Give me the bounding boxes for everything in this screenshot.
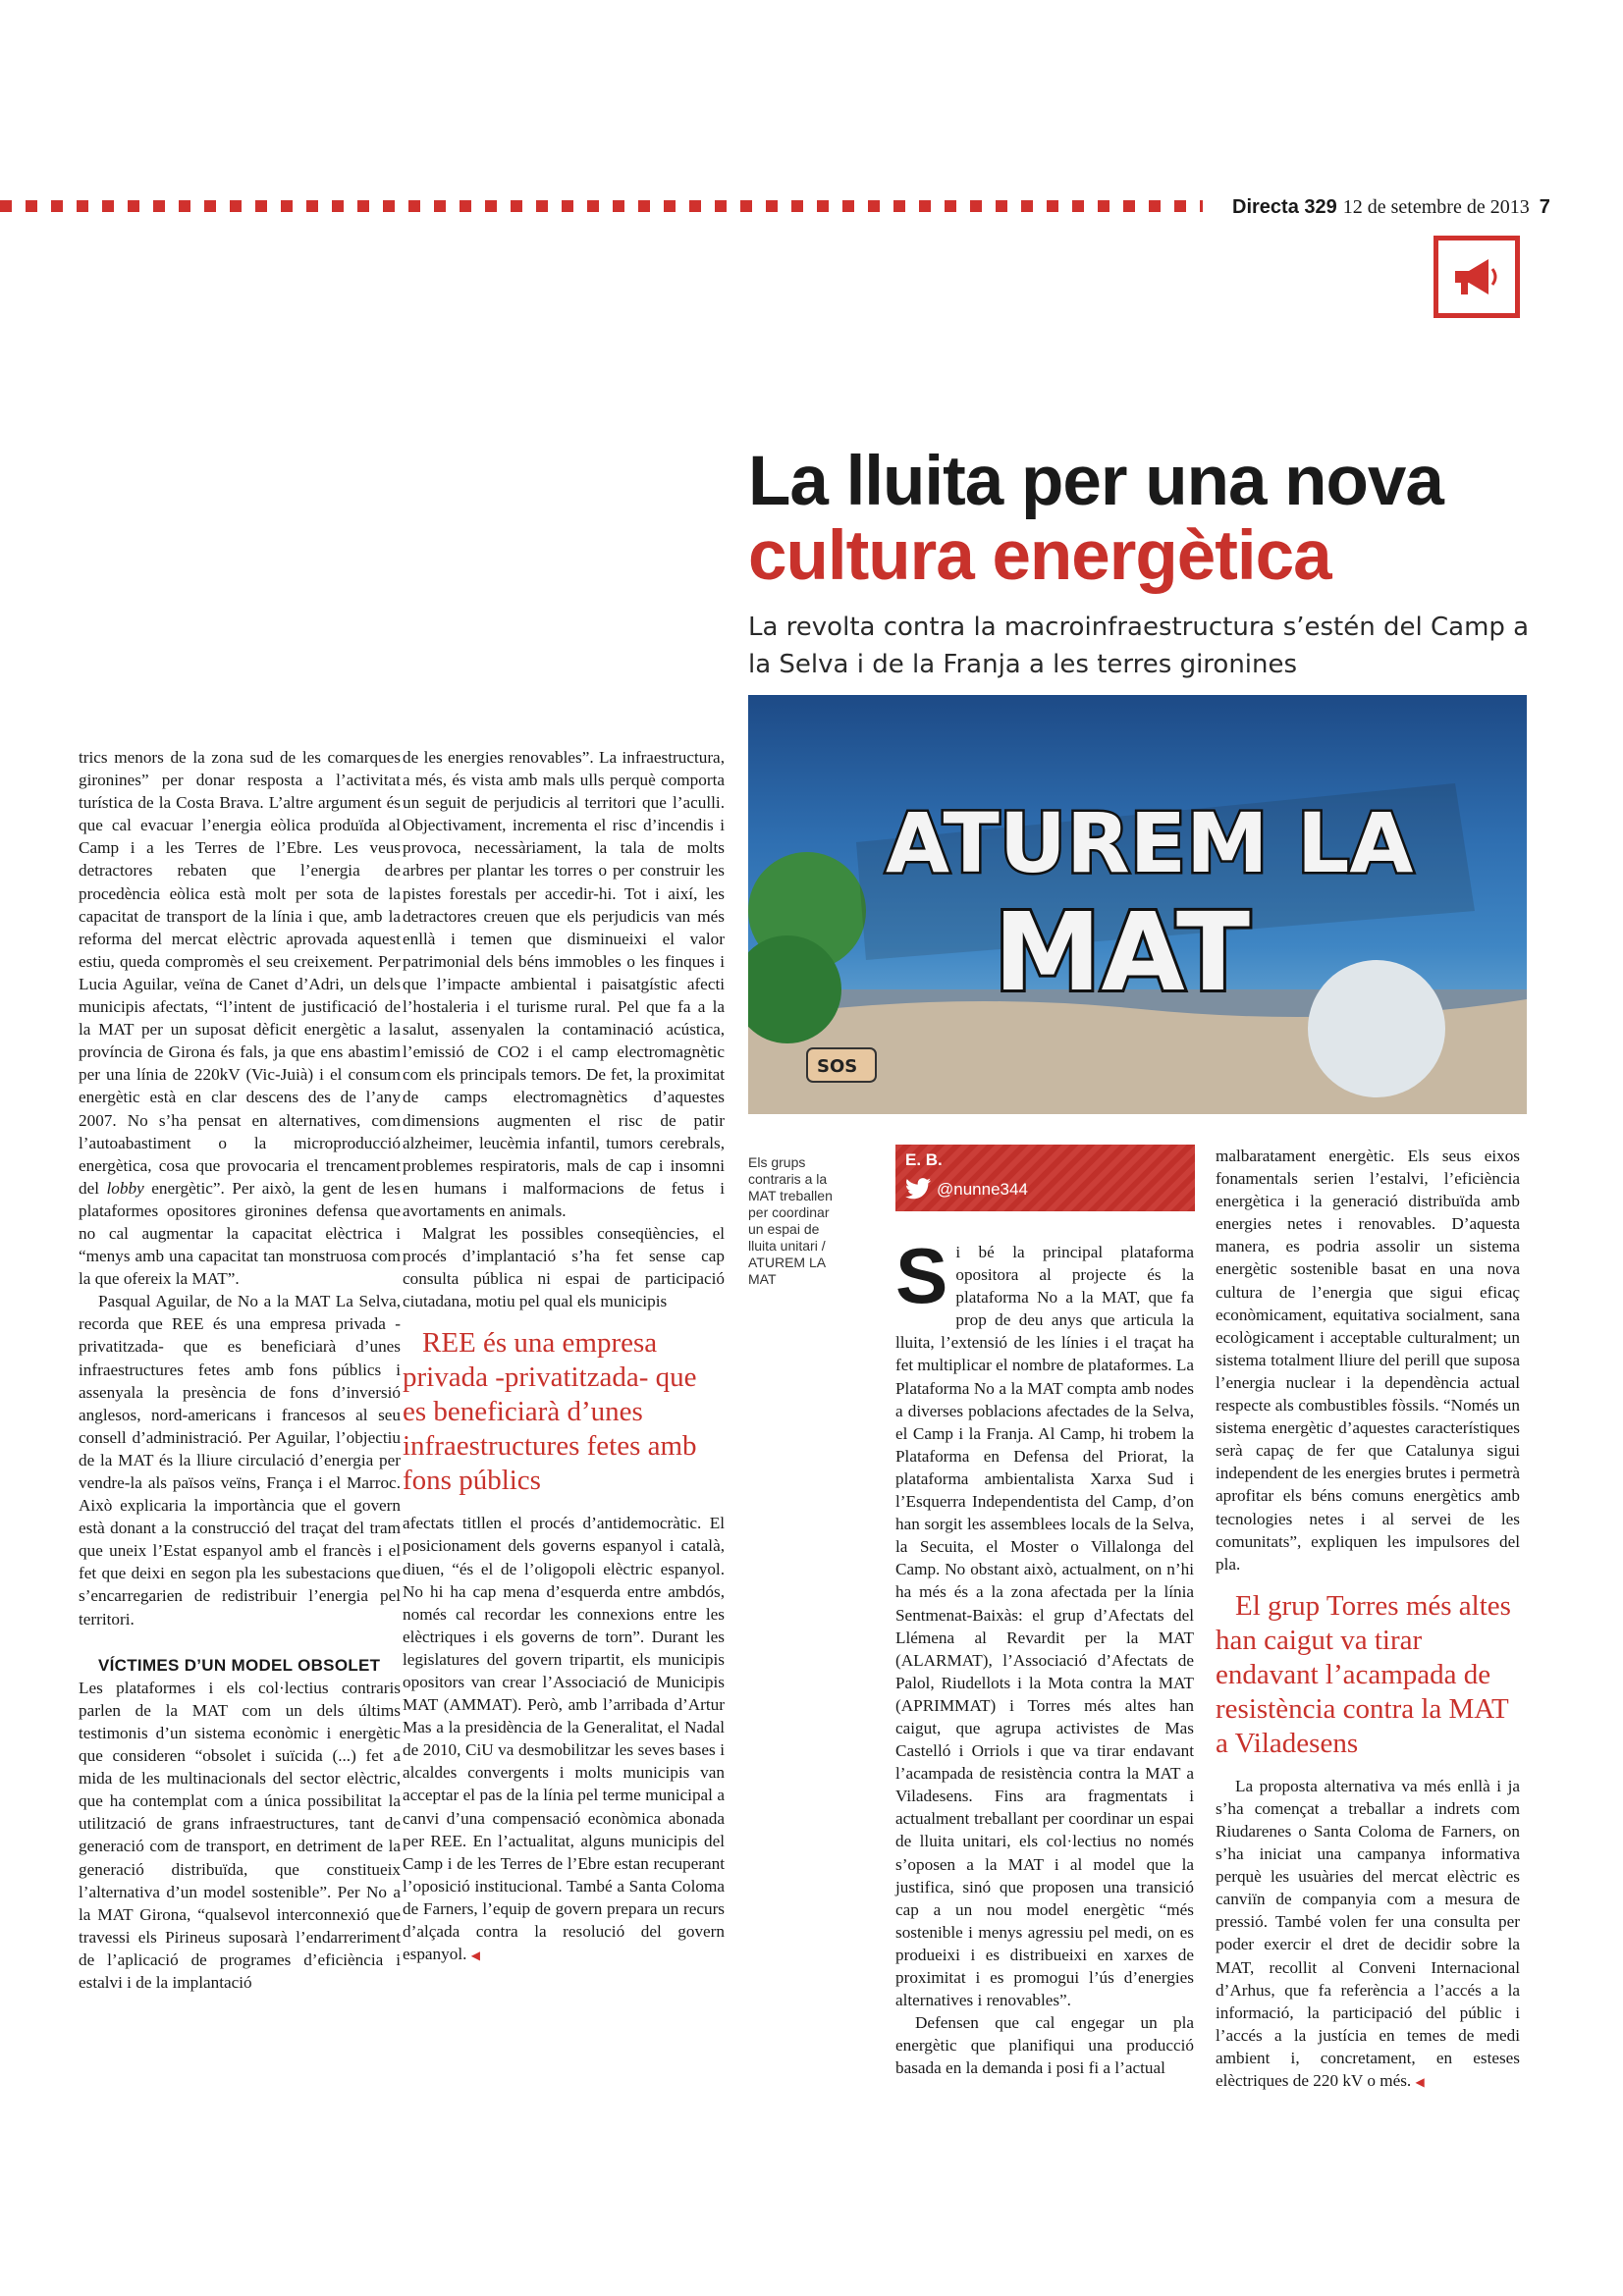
paragraph: Pasqual Aguilar, de No a la MAT La Selva, recorda que REE és una empresa privada -privatitzada- que es beneficiarà d’unes infraestructures fetes amb fons públics i assenyala la presència de fons d’inversió anglesos, nord-americans i francesos al seu consell d’administració. Per Aguilar, l’objectiu de la MAT és la lliure circulació d’energia per vendre-la als països veïns, França i el Marroc. Això explicaria la importància que el govern està donant a la construcció del traçat del tram que uneix l’Estat espanyol amb el francès i el fet que deixi en segon pla les subestacions que s’encarregarien de redistribuir l’energia pel territori. — [79, 1292, 401, 1629]
column-1 — [79, 746, 401, 1994]
article-subhead: La revolta contra la macroinfraestructura s’estén del Camp a la Selva i de la Franja a les terres gironines — [748, 613, 1530, 679]
issue-date: 12 de setembre de 2013 — [1342, 196, 1530, 218]
pull-quote: REE és una empresa privada -privatitzada- que es beneficiarà d’unes infraestructures fetes amb fons públics — [403, 1327, 697, 1497]
paragraph: Si bé la principal plataforma opositora al projecte és la plataforma No a la MAT, que fa prop de deu anys que articula la lluita, l’extensió de les línies i el traçat ha fet multiplicar el nombre de plataformes. La Plataforma No a la MAT compta amb nodes a diverses poblacions afectades de la Selva, el Camp i la Franja. Al Camp, hi trobem la Plataforma en Defensa del Priorat, la plataforma ambientalista Xarxa Sud i l’Esquerra Independentista del Camp, d’on han sorgit les assemblees locals de la Selva, la Secuita, el Moster o Villalonga del Camp. No obstant això, actualment, on n’hi ha més és a la zona afectada per la línia Sentmenat-Baixàs: el grup d’Afectats del Llémena al Revardit per la MAT (ALARMAT), l’Associació d’Afectats de Palol, Riudellots i la Mota contra la MAT (APRIMMAT) i Torres més altes han caigut, que agrupa activistes de Mas Castelló i Orriols i que va tirar endavant l’acampada de resistència contra la MAT a Viladesens. Fins ara fragmentats i actualment treballant per coordinar un espai de lluita unitari, els col·lectius no només s’oposen a la MAT i al model que la justifica, sinó que proposen una transició cap a un nou model energètic “més sostenible i menys agressiu pel medi, on es produeixi i es distribueixi en xarxes de proximitat i es promogui l’ús d’energies alternatives i renovables”. — [895, 1232, 1195, 2010]
column-4 — [1216, 1145, 1520, 2094]
author-name: E. B. — [905, 1150, 943, 1169]
end-of-article-icon: ◀ — [470, 1949, 480, 1963]
publication-name: Directa 329 — [1232, 196, 1337, 218]
byline-box — [895, 1145, 1195, 1211]
page-header — [1232, 196, 1550, 219]
mural-photo — [748, 695, 1527, 1114]
mural-text-line-2: MAT — [994, 889, 1251, 1015]
mural-illustration — [748, 695, 1527, 1114]
paragraph: La proposta alternativa va més enllà i ja s’ha començat a treballar a indrets com Riudarenes o Santa Coloma de Farners, on s’ha iniciat una campanya informativa perquè les usuàries del mercat elèctric es canviïn de companyia com a mesura de pressió. També volen fer una consulta per poder exercir el dret de decidir sobre la MAT, recollit al Conveni Internacional d’Arhus, que fa referència a l’accés a la informació, la participació del públic i l’accés a la justícia en temes de medi ambient i, concretament, en esteses elèctriques de 220 kV o més. ◀ — [1216, 1776, 1520, 2090]
article-headline — [748, 445, 1553, 594]
pull-quote: El grup Torres més altes han caigut va tirar endavant l’acampada de resistència contra la MAT a Viladesens — [1216, 1589, 1511, 1759]
sos-sign: SOS — [817, 1056, 858, 1077]
twitter-handle: @nunne344 — [937, 1180, 1028, 1199]
headline-line-1: La lluita per una nova — [748, 443, 1443, 520]
megaphone-icon — [1434, 236, 1520, 318]
paragraph: trics menors de la zona sud de les comarques gironines” per donar resposta a l’activitat turística de la Costa Brava. L’altre argument és que cal evacuar l’energia eòlica produïda al Camp i a les Terres de l’Ebre. Les veus detractores rebaten que l’energia de procedència eòlica està molt per sota de la capacitat de transport de la línia i que, amb la reforma del mercat elèctric aprovada aquest estiu, queda compromès el seu creixement. Per Lucia Aguilar, veïna de Canet d’Adri, un dels municipis afectats, “l’intent de justificació de la MAT per un suposat dèficit energètic a la província de Girona és fals, ja que ens abastim per una línia de 220kV (Vic-Juià) i el consum energètic està en clar descens des de l’any 2007. No s’ha pensat en alternatives, com l’autoabastiment o la microproducció energètica, cosa que provocaria el trencament del lobby energètic”. Per això, la gent de les plataformes opositores gironines defensa que no cal augmentar la capacitat elèctrica i “menys amb una capacitat tan monstruosa com la que ofereix la MAT”. — [79, 748, 401, 1289]
photo-caption: Els grups contraris a la MAT treballen per coordinar un espai de lluita unitari / ATUREM LA MAT — [748, 1154, 833, 1287]
column-2 — [403, 746, 725, 1967]
paragraph: de les energies renovables”. La infraestructura, a més, és vista amb mals ulls perquè comporta un seguit de perjudicis al territori que l’aculli. Objectivament, incrementa el risc d’incendis i provoca, necessàriament, la tala de molts arbres per plantar les torres o per construir les pistes forestals per accedir-hi. Tot i així, les detractores creuen que els perjudicis van més enllà i temen que disminueixi el valor patrimonial dels béns immobles o les finques i que l’impacte ambiental i paisatgístic afecti l’hostaleria i el turisme rural. Pel que fa a la salut, assenyalen la contaminació acústica, l’emissió de CO2 i el camp electromagnètic com els principals temors. De fet, la proximitat de camps electromagnètics d’aquestes dimensions augmenten el risc de patir alzheimer, leucèmia infantil, tumors cerebrals, problemes respiratoris, mals de cap i insomni en humans i malformacions de fetus i avortaments en animals. — [403, 748, 725, 1220]
paragraph: malbaratament energètic. Els seus eixos fonamentals serien l’estalvi, l’eficiència energètica i la generació distribuïda amb energies netes i renovables. D’aquesta manera, es podria assolir un sistema energètic sostenible basat en una nova cultura de l’energia que sigui eficaç econòmicament, equitativa socialment, sana ecològicament i acceptable culturalment; un sistema totalment lliure del perill que suposa l’energia nuclear i la dependència actual respecte als combustibles fòssils. “Només un sistema energètic d’aquestes característiques serà capaç de fer que Catalunya sigui independent de les energies brutes i permetrà aprofitar els béns comuns energètics amb tecnologies netes i al servei de les comunitats”, expliquen les impulsores del pla. — [1216, 1147, 1520, 1574]
paragraph: Defensen que cal engegar un pla energètic que planifiqui una producció basada en la demanda i posi fi a l’actual — [895, 2013, 1194, 2078]
paragraph: Malgrat les possibles conseqüències, el procés d’implantació s’ha fet sense cap consulta pública ni espai de participació ciutadana, motiu pel qual els municipis — [403, 1223, 725, 1311]
end-of-article-icon: ◀ — [1415, 2075, 1425, 2089]
column-3 — [895, 1232, 1195, 2079]
section-subheading: VÍCTIMES D’UN MODEL OBSOLET — [98, 1655, 381, 1675]
paragraph: afectats titllen el procés d’antidemocràtic. El posicionament dels governs espanyol i català, diuen, “és el de l’oligopoli elèctric espanyol. No hi ha cap mena d’esquerda entre ambdós, només cal recordar les connexions entre les elèctriques i els governs de torn”. Durant les legislatures del govern tripartit, els municipis opositors van crear l’Associació de Municipis MAT (AMMAT). Però, amb l’arribada d’Artur Mas a la presidència de la Generalitat, el Nadal de 2010, CiU va desmobilitzar les seves bases i alcaldes convergents i molts municipis van acceptar el pas de la línia pel terme municipal a canvi d’una compensació econòmica abonada per REE. En l’actualitat, alguns municipis del Camp i de les Terres de l’Ebre estan recuperant l’oposició institucional. També a Santa Coloma de Farners, l’equip de govern prepara un recurs d’alçada contra la resolució del govern espanyol. ◀ — [403, 1514, 725, 1964]
drop-cap: S — [895, 1232, 948, 1319]
paragraph: Les plataformes i els col·lectius contraris parlen de la MAT com un dels últims testimonis d’un sistema econòmic i energètic que consideren “obsolet i suïcida (...) fet a mida de les multinacionals del sector elèctric, que ha contemplat com a única possibilitat la utilització de grans infraestructures, tant de generació com de transport, en detriment de la generació distribuïda, que constitueix l’alternativa d’un model sostenible”. Per No a la MAT Girona, “qualsevol interconnexió que travessi els Pirineus suposarà l’endarreriment de l’aplicació de programes d’eficiència i estalvi i de la implantació — [79, 1678, 401, 1992]
page-number: 7 — [1539, 196, 1550, 218]
header-dashed-rule — [0, 200, 1203, 212]
headline-line-2: cultura energètica — [748, 517, 1331, 595]
mural-text-line-1: ATUREM LA — [886, 795, 1414, 891]
twitter-icon — [905, 1178, 931, 1200]
